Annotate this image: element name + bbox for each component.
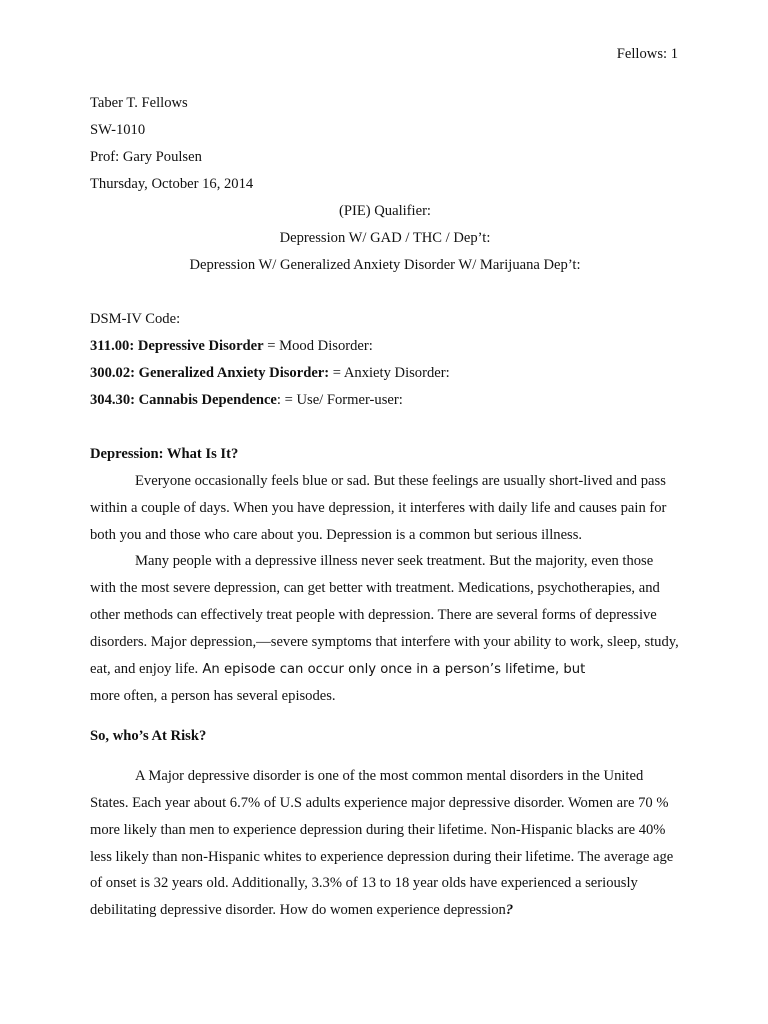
section-paragraphs: [90, 763, 680, 924]
dsm-description: : = Use/ Former-user:: [276, 392, 403, 408]
dsm-code: 304.30: Cannabis Dependence: [90, 392, 277, 408]
section-heading: So, who’s At Risk?: [90, 728, 207, 745]
course-code: SW-1010: [90, 122, 146, 138]
paragraph-text: ?: [505, 902, 514, 919]
paragraph: Everyone occasionally feels blue or sad. But these feelings are usually short-lived and pass within a couple of days. When you have depression, it interferes with daily life and causes pain for both you and those who care about you. Depression is a common but serious illness.: [90, 473, 667, 543]
professor-name: Prof: Gary Poulsen: [90, 149, 202, 165]
dsm-description: = Mood Disorder:: [263, 338, 373, 354]
paragraph-text: more often, a person has several episodes.: [90, 688, 336, 705]
paragraph: [90, 548, 680, 710]
qualifier-short: Depression W/ GAD / THC / Dep’t:: [279, 230, 491, 246]
dsm-label: DSM-IV Code:: [90, 311, 181, 327]
author-name: Taber T. Fellows: [90, 95, 188, 111]
qualifier-title: (PIE) Qualifier:: [339, 203, 431, 219]
paragraph-text: A Major depressive disorder is one of the most common mental disorders in the United States. Each year about 6.7% of U.S adults experience major depressive disorder. Women are 70 % more likely than men to experience depression during their lifetime. Non-Hispanic blacks are 40% less likely than non-Hispanic whites to experience depression during their lifetime. The average age of onset is 32 years old. Additionally, 3.3% of 13 to 18 year olds have experienced a seriously debilitating depressive disorder. How do women experience depression: [90, 768, 674, 919]
dsm-code-row: [90, 360, 680, 387]
paragraph-text: Many people with a depressive illness never seek treatment. But the majority, even those with the most severe depression, can get better with treatment. Medications, psychotherapies, and other methods can effectively treat people with depression. There are several forms of depressive disorders. Major depression,—severe symptoms that interfere with your ability to work, sleep, study, eat, and enjoy life.: [90, 553, 679, 677]
dsm-description: = Anxiety Disorder:: [329, 365, 450, 381]
dsm-code: 300.02: Generalized Anxiety Disorder:: [90, 365, 330, 381]
running-head: Fellows: 1: [616, 46, 678, 62]
section-heading: Depression: What Is It?: [90, 446, 239, 462]
section-paragraphs: [90, 468, 680, 710]
qualifier-long: Depression W/ Generalized Anxiety Disorder W/ Marijuana Dep’t:: [189, 257, 581, 273]
paragraph: [90, 763, 680, 924]
document-date: Thursday, October 16, 2014: [90, 176, 254, 192]
document-body: [90, 90, 680, 924]
dsm-code: 311.00: Depressive Disorder: [90, 338, 264, 354]
dsm-code-row: [90, 387, 680, 414]
paragraph-text: An episode can occur only once in a person’s lifetime, but: [198, 661, 586, 677]
dsm-code-row: [90, 333, 680, 360]
